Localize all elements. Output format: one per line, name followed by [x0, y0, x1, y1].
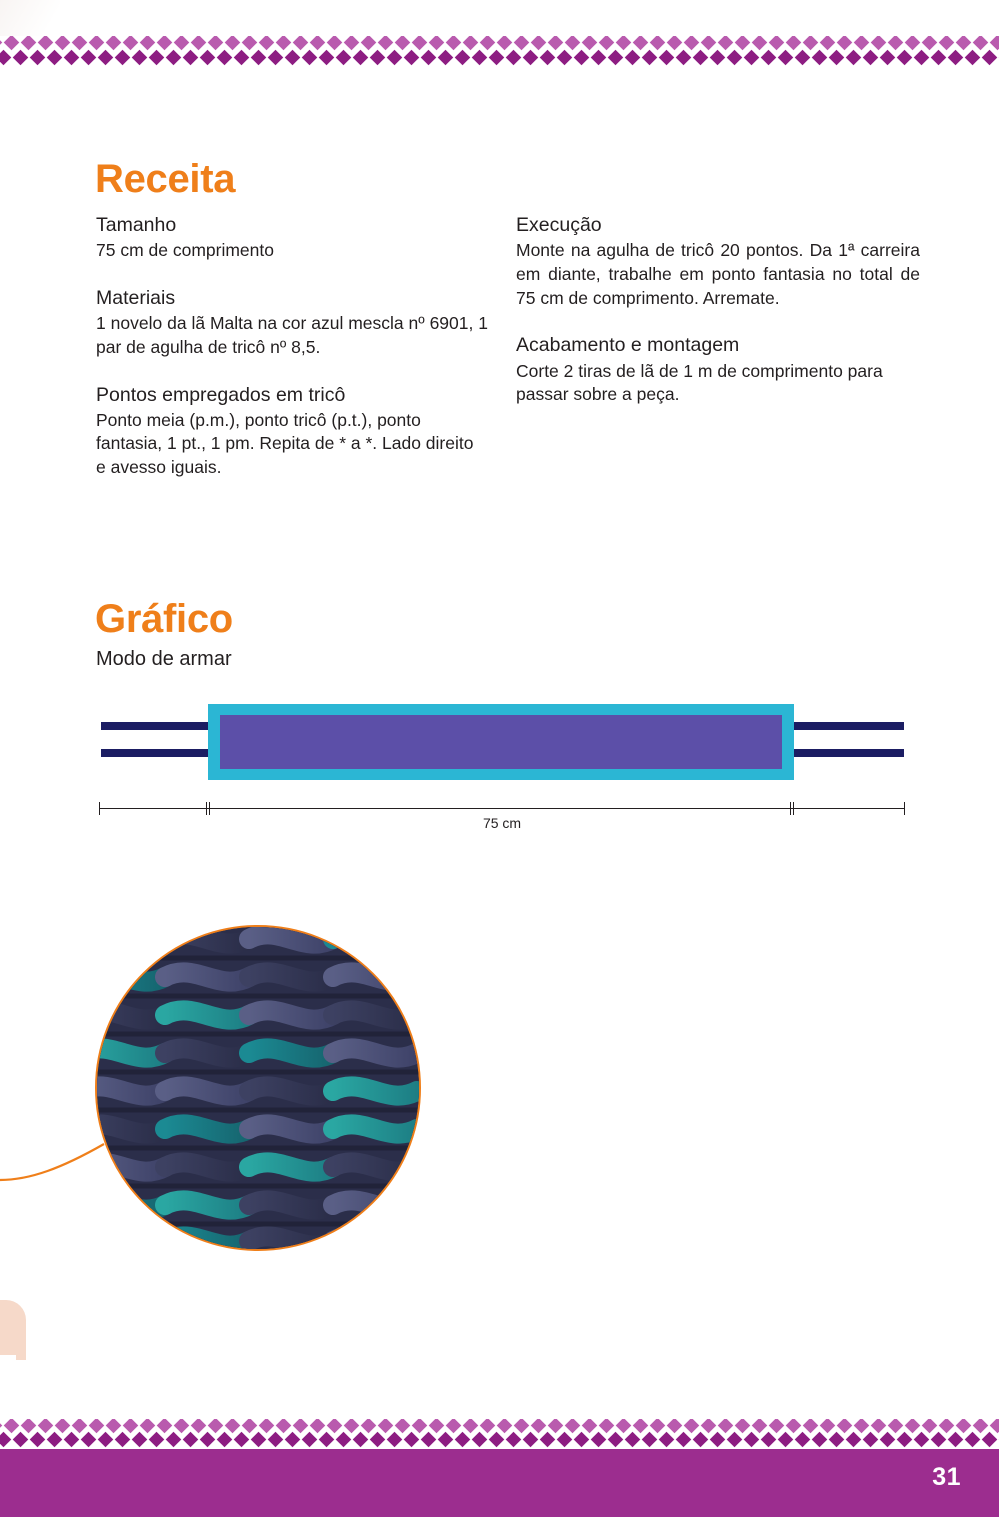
diamond-icon: [371, 1433, 388, 1449]
diamond-icon: [184, 51, 201, 68]
diamond-icon: [575, 1433, 592, 1449]
diamond-icon: [201, 1433, 218, 1449]
diamond-icon: [235, 1433, 252, 1449]
diamond-row-dark: [0, 1433, 999, 1449]
assembly-diagram: [96, 694, 908, 834]
diamond-icon: [82, 1433, 99, 1449]
footer-bar: [0, 1449, 999, 1517]
heading-acabamento-montagem: Acabamento e montagem: [516, 334, 740, 357]
diamond-icon: [558, 1433, 575, 1449]
heading-pontos-empregados: Pontos empregados em tricô: [96, 383, 346, 406]
diamond-icon: [932, 51, 949, 68]
diamond-icon: [0, 51, 14, 68]
diamond-icon: [99, 51, 116, 68]
text-execucao: Monte na agulha de tricô 20 pontos. Da 1ª carreira em diante, trabalhe em ponto fantasia no total de 75 cm de comprimento. Arremate.: [516, 240, 920, 308]
diamond-icon: [966, 1433, 983, 1449]
recipe-left-column: [96, 212, 488, 480]
diamond-icon: [660, 51, 677, 68]
diamond-icon: [116, 51, 133, 68]
knit-texture-illustration: [95, 925, 421, 1251]
diamond-icon: [99, 1433, 116, 1449]
diamond-icon: [133, 51, 150, 68]
diamond-icon: [48, 51, 65, 68]
diamond-icon: [490, 51, 507, 68]
diamond-icon: [660, 1433, 677, 1449]
diamond-icon: [507, 51, 524, 68]
diamond-icon: [728, 51, 745, 68]
diamond-icon: [813, 51, 830, 68]
diamond-icon: [745, 51, 762, 68]
section-title-grafico: Gráfico: [95, 597, 233, 641]
diamond-icon: [677, 1433, 694, 1449]
diamond-icon: [337, 1433, 354, 1449]
diamond-icon: [983, 51, 999, 68]
diamond-icon: [592, 1433, 609, 1449]
diamond-row-dark: [0, 51, 999, 68]
page-bleed-shape: [0, 1300, 26, 1360]
diamond-icon: [388, 51, 405, 68]
diamond-icon: [439, 1433, 456, 1449]
diamond-icon: [609, 51, 626, 68]
diamond-icon: [694, 51, 711, 68]
page-bleed-mask: [0, 1355, 16, 1421]
diamond-icon: [558, 51, 575, 68]
diamond-icon: [439, 51, 456, 68]
diamond-icon: [932, 1433, 949, 1449]
diamond-icon: [643, 1433, 660, 1449]
measure-label: 75 cm: [482, 815, 522, 831]
diamond-icon: [745, 1433, 762, 1449]
diamond-icon: [813, 1433, 830, 1449]
diamond-icon: [286, 51, 303, 68]
bottom-diamond-border: [0, 1419, 999, 1449]
diamond-icon: [762, 51, 779, 68]
diamond-icon: [609, 1433, 626, 1449]
diamond-icon: [116, 1433, 133, 1449]
diamond-icon: [252, 1433, 269, 1449]
rule-line: [99, 808, 905, 809]
diamond-icon: [48, 1433, 65, 1449]
diamond-icon: [541, 1433, 558, 1449]
rule-tick: [206, 802, 207, 815]
diamond-icon: [966, 51, 983, 68]
diamond-icon: [881, 1433, 898, 1449]
diamond-icon: [864, 1433, 881, 1449]
diamond-icon: [354, 51, 371, 68]
rule-tick: [209, 802, 210, 815]
diamond-icon: [983, 1433, 999, 1449]
strap-right-lower: [786, 749, 904, 757]
diamond-icon: [320, 1433, 337, 1449]
diamond-icon: [31, 1433, 48, 1449]
page-edge-decoration: [0, 0, 60, 36]
diamond-icon: [456, 51, 473, 68]
diamond-icon: [82, 51, 99, 68]
diamond-icon: [541, 51, 558, 68]
text-tamanho: 75 cm de comprimento: [96, 240, 274, 261]
diamond-icon: [354, 1433, 371, 1449]
diamond-icon: [133, 1433, 150, 1449]
diamond-icon: [31, 51, 48, 68]
diamond-icon: [949, 51, 966, 68]
diamond-icon: [167, 51, 184, 68]
diamond-icon: [796, 51, 813, 68]
diamond-icon: [388, 1433, 405, 1449]
diamond-icon: [694, 1433, 711, 1449]
diamond-icon: [847, 1433, 864, 1449]
diamond-icon: [150, 1433, 167, 1449]
diamond-icon: [405, 51, 422, 68]
diamond-icon: [422, 51, 439, 68]
diamond-icon: [796, 1433, 813, 1449]
diamond-icon: [949, 1433, 966, 1449]
diamond-icon: [524, 1433, 541, 1449]
text-materiais: 1 novelo da lã Malta na cor azul mescla nº 6901, 1 par de agulha de tricô nº 8,5.: [96, 313, 488, 357]
diamond-icon: [473, 51, 490, 68]
diamond-icon: [150, 51, 167, 68]
rule-tick: [904, 802, 905, 815]
strap-left-upper: [101, 722, 219, 730]
heading-materiais: Materiais: [96, 286, 176, 309]
diamond-icon: [779, 1433, 796, 1449]
heading-tamanho: Tamanho: [96, 214, 177, 236]
diamond-icon: [269, 51, 286, 68]
heading-execucao: Execução: [516, 214, 602, 236]
top-diamond-border: [0, 36, 999, 70]
diamond-icon: [184, 1433, 201, 1449]
page-number: 31: [932, 1463, 961, 1491]
diamond-icon: [473, 1433, 490, 1449]
diamond-icon: [915, 1433, 932, 1449]
diamond-icon: [303, 51, 320, 68]
diamond-icon: [864, 51, 881, 68]
diamond-icon: [371, 51, 388, 68]
diamond-icon: [14, 51, 31, 68]
knit-photo: [95, 925, 421, 1251]
diamond-icon: [626, 51, 643, 68]
diamond-icon: [201, 51, 218, 68]
recipe-right-column: [516, 212, 920, 407]
diamond-icon: [643, 51, 660, 68]
diamond-icon: [711, 51, 728, 68]
diamond-icon: [337, 51, 354, 68]
diamond-icon: [167, 1433, 184, 1449]
diamond-icon: [830, 51, 847, 68]
diamond-icon: [507, 1433, 524, 1449]
diamond-icon: [456, 1433, 473, 1449]
rule-tick: [790, 802, 791, 815]
text-pontos-empregados: Ponto meia (p.m.), ponto tricô (p.t.), ponto fantasia, 1 pt., 1 pm. Repita de * a *. Lado direito e avesso iguais.: [96, 409, 474, 478]
diamond-icon: [915, 51, 932, 68]
diamond-icon: [898, 51, 915, 68]
strap-left-lower: [101, 749, 219, 757]
diamond-icon: [235, 51, 252, 68]
diamond-icon: [65, 51, 82, 68]
diamond-icon: [65, 1433, 82, 1449]
diamond-icon: [711, 1433, 728, 1449]
text-acabamento-montagem: Corte 2 tiras de lã de 1 m de comprimento para passar sobre a peça.: [516, 360, 883, 405]
diamond-icon: [626, 1433, 643, 1449]
diamond-icon: [847, 51, 864, 68]
diamond-icon: [677, 51, 694, 68]
band-fill: [220, 715, 782, 769]
diamond-icon: [252, 51, 269, 68]
diamond-icon: [592, 51, 609, 68]
diamond-icon: [490, 1433, 507, 1449]
diamond-icon: [14, 1433, 31, 1449]
chart-subtitle: Modo de armar: [96, 648, 232, 670]
section-title-receita: Receita: [95, 157, 236, 201]
diamond-icon: [286, 1433, 303, 1449]
diamond-icon: [898, 1433, 915, 1449]
diamond-icon: [422, 1433, 439, 1449]
diamond-icon: [762, 1433, 779, 1449]
diamond-icon: [830, 1433, 847, 1449]
diamond-icon: [218, 1433, 235, 1449]
rule-tick: [793, 802, 794, 815]
diamond-icon: [779, 51, 796, 68]
measurement-rule: [96, 799, 908, 831]
rule-tick: [99, 802, 100, 815]
diamond-icon: [269, 1433, 286, 1449]
diamond-icon: [881, 51, 898, 68]
diamond-icon: [0, 1433, 14, 1449]
diamond-icon: [303, 1433, 320, 1449]
diamond-icon: [320, 51, 337, 68]
diamond-icon: [524, 51, 541, 68]
diamond-icon: [575, 51, 592, 68]
strap-right-upper: [786, 722, 904, 730]
diamond-icon: [405, 1433, 422, 1449]
diamond-icon: [728, 1433, 745, 1449]
diamond-icon: [218, 51, 235, 68]
